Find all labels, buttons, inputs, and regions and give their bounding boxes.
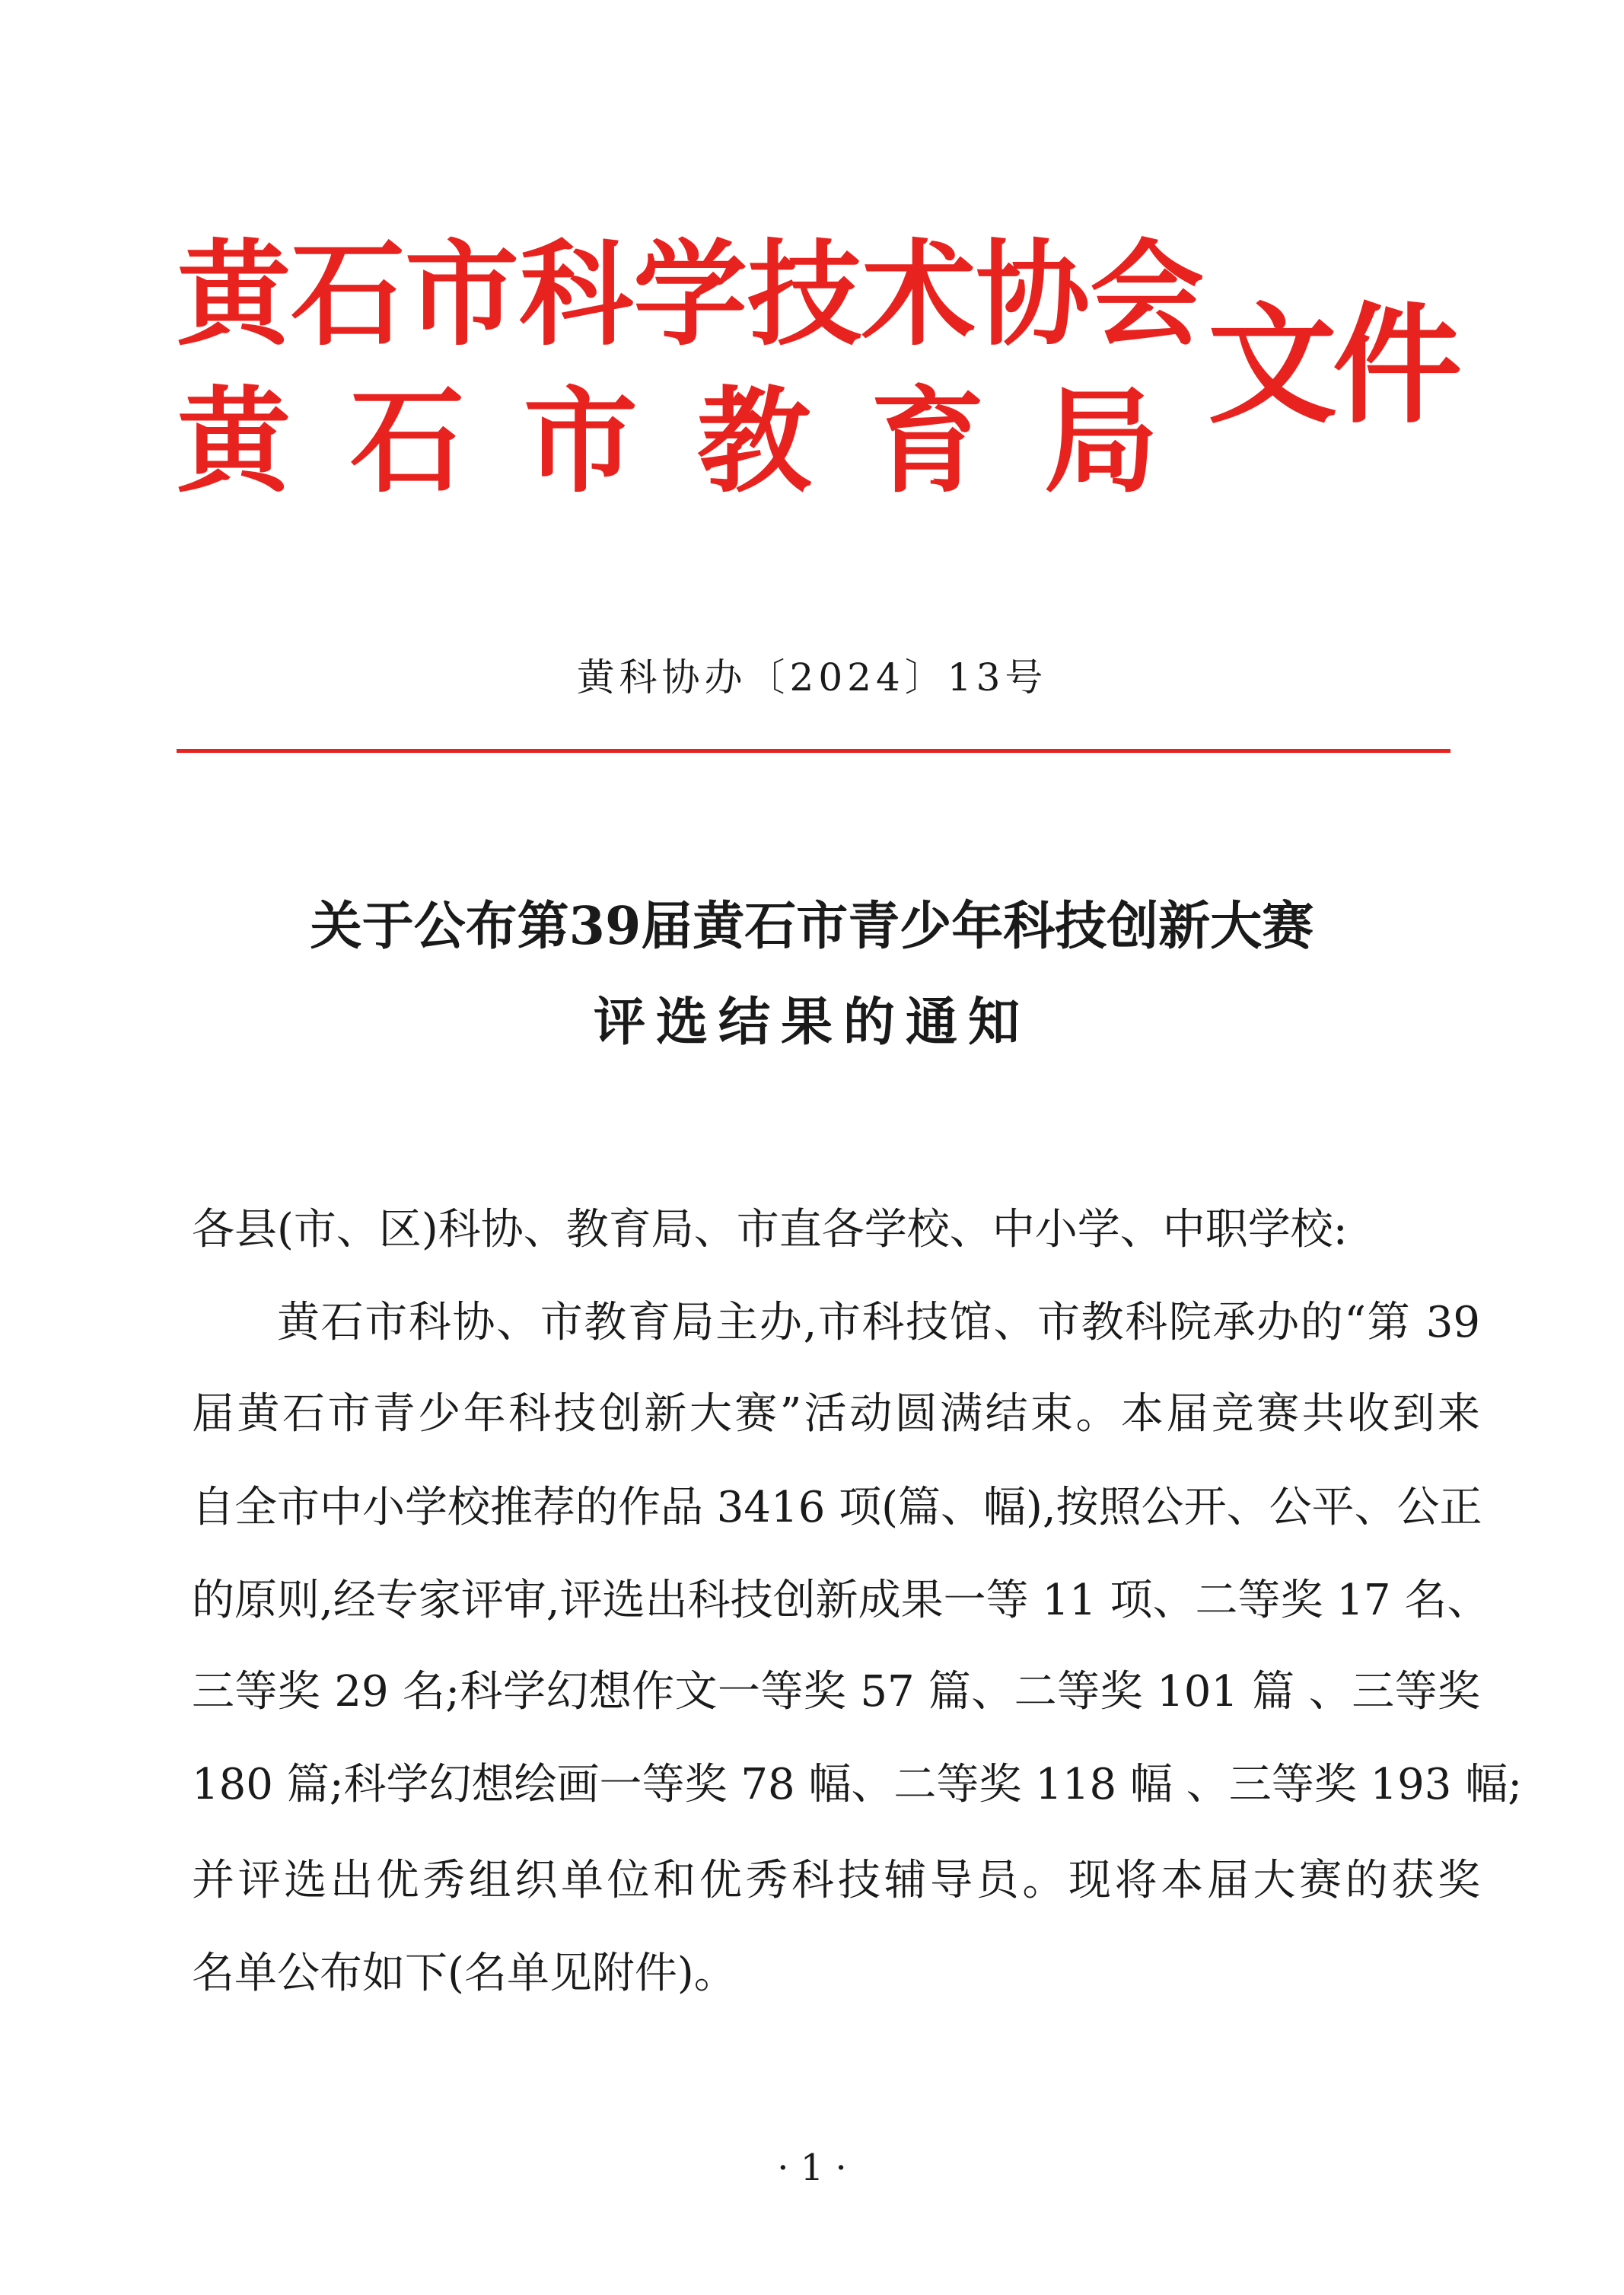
page-number: · 1 ·	[777, 2147, 847, 2189]
body-line: 并评选出优秀组织单位和优秀科技辅导员。现将本届大赛的获奖	[192, 1856, 1480, 1905]
issuer-char: 黄	[177, 375, 291, 508]
body-line: 三等奖 29 名;科学幻想作文一等奖 57 篇、二等奖 101 篇 、三等奖	[192, 1667, 1480, 1716]
document-number: 黄科协办〔2024〕13号	[576, 655, 1048, 700]
title-line-2: 评选结果的通知	[593, 992, 1030, 1053]
issuer-line-1	[177, 228, 1205, 362]
issuer-char: 教	[696, 375, 811, 508]
issuer-char: 学	[633, 228, 748, 362]
issuer-char: 石	[349, 375, 464, 508]
body-line: 名单公布如下(名单见附件)。	[192, 1949, 737, 1998]
issuer-char: 术	[861, 228, 976, 362]
issuer-char: 会	[1090, 228, 1205, 362]
issuer-char: 黄	[177, 228, 291, 362]
issuer-char: 石	[291, 228, 406, 362]
issuer-char: 育	[870, 375, 985, 508]
issuer-char: 技	[747, 228, 862, 362]
issuer-char: 科	[519, 228, 634, 362]
issuer-char: 市	[523, 375, 638, 508]
salutation: 各县(市、区)科协、教育局、市直各学校、中小学、中职学校:	[192, 1205, 1348, 1254]
issuer-line-2	[177, 375, 1158, 508]
issuer-char: 市	[405, 228, 520, 362]
issuer-char: 协	[976, 228, 1091, 362]
title-line-1: 关于公布第39届黄石市青少年科技创新大赛	[310, 896, 1314, 957]
issuer-char: 局	[1043, 375, 1158, 508]
body-line: 的原则,经专家评审,评选出科技创新成果一等 11 项、二等奖 17 名、	[192, 1576, 1490, 1625]
red-divider	[177, 749, 1450, 753]
body-line: 届黄石市青少年科技创新大赛”活动圆满结束。本届竞赛共收到来	[192, 1389, 1480, 1439]
body-line: 黄石市科协、市教育局主办,市科技馆、市教科院承办的“第 39	[277, 1298, 1480, 1347]
document-suffix: 文件	[1208, 289, 1458, 441]
body-line: 180 篇;科学幻想绘画一等奖 78 幅、二等奖 118 幅 、三等奖 193 幅;	[192, 1760, 1523, 1809]
body-line: 自全市中小学校推荐的作品 3416 项(篇、幅),按照公开、公平、公正	[192, 1483, 1482, 1532]
